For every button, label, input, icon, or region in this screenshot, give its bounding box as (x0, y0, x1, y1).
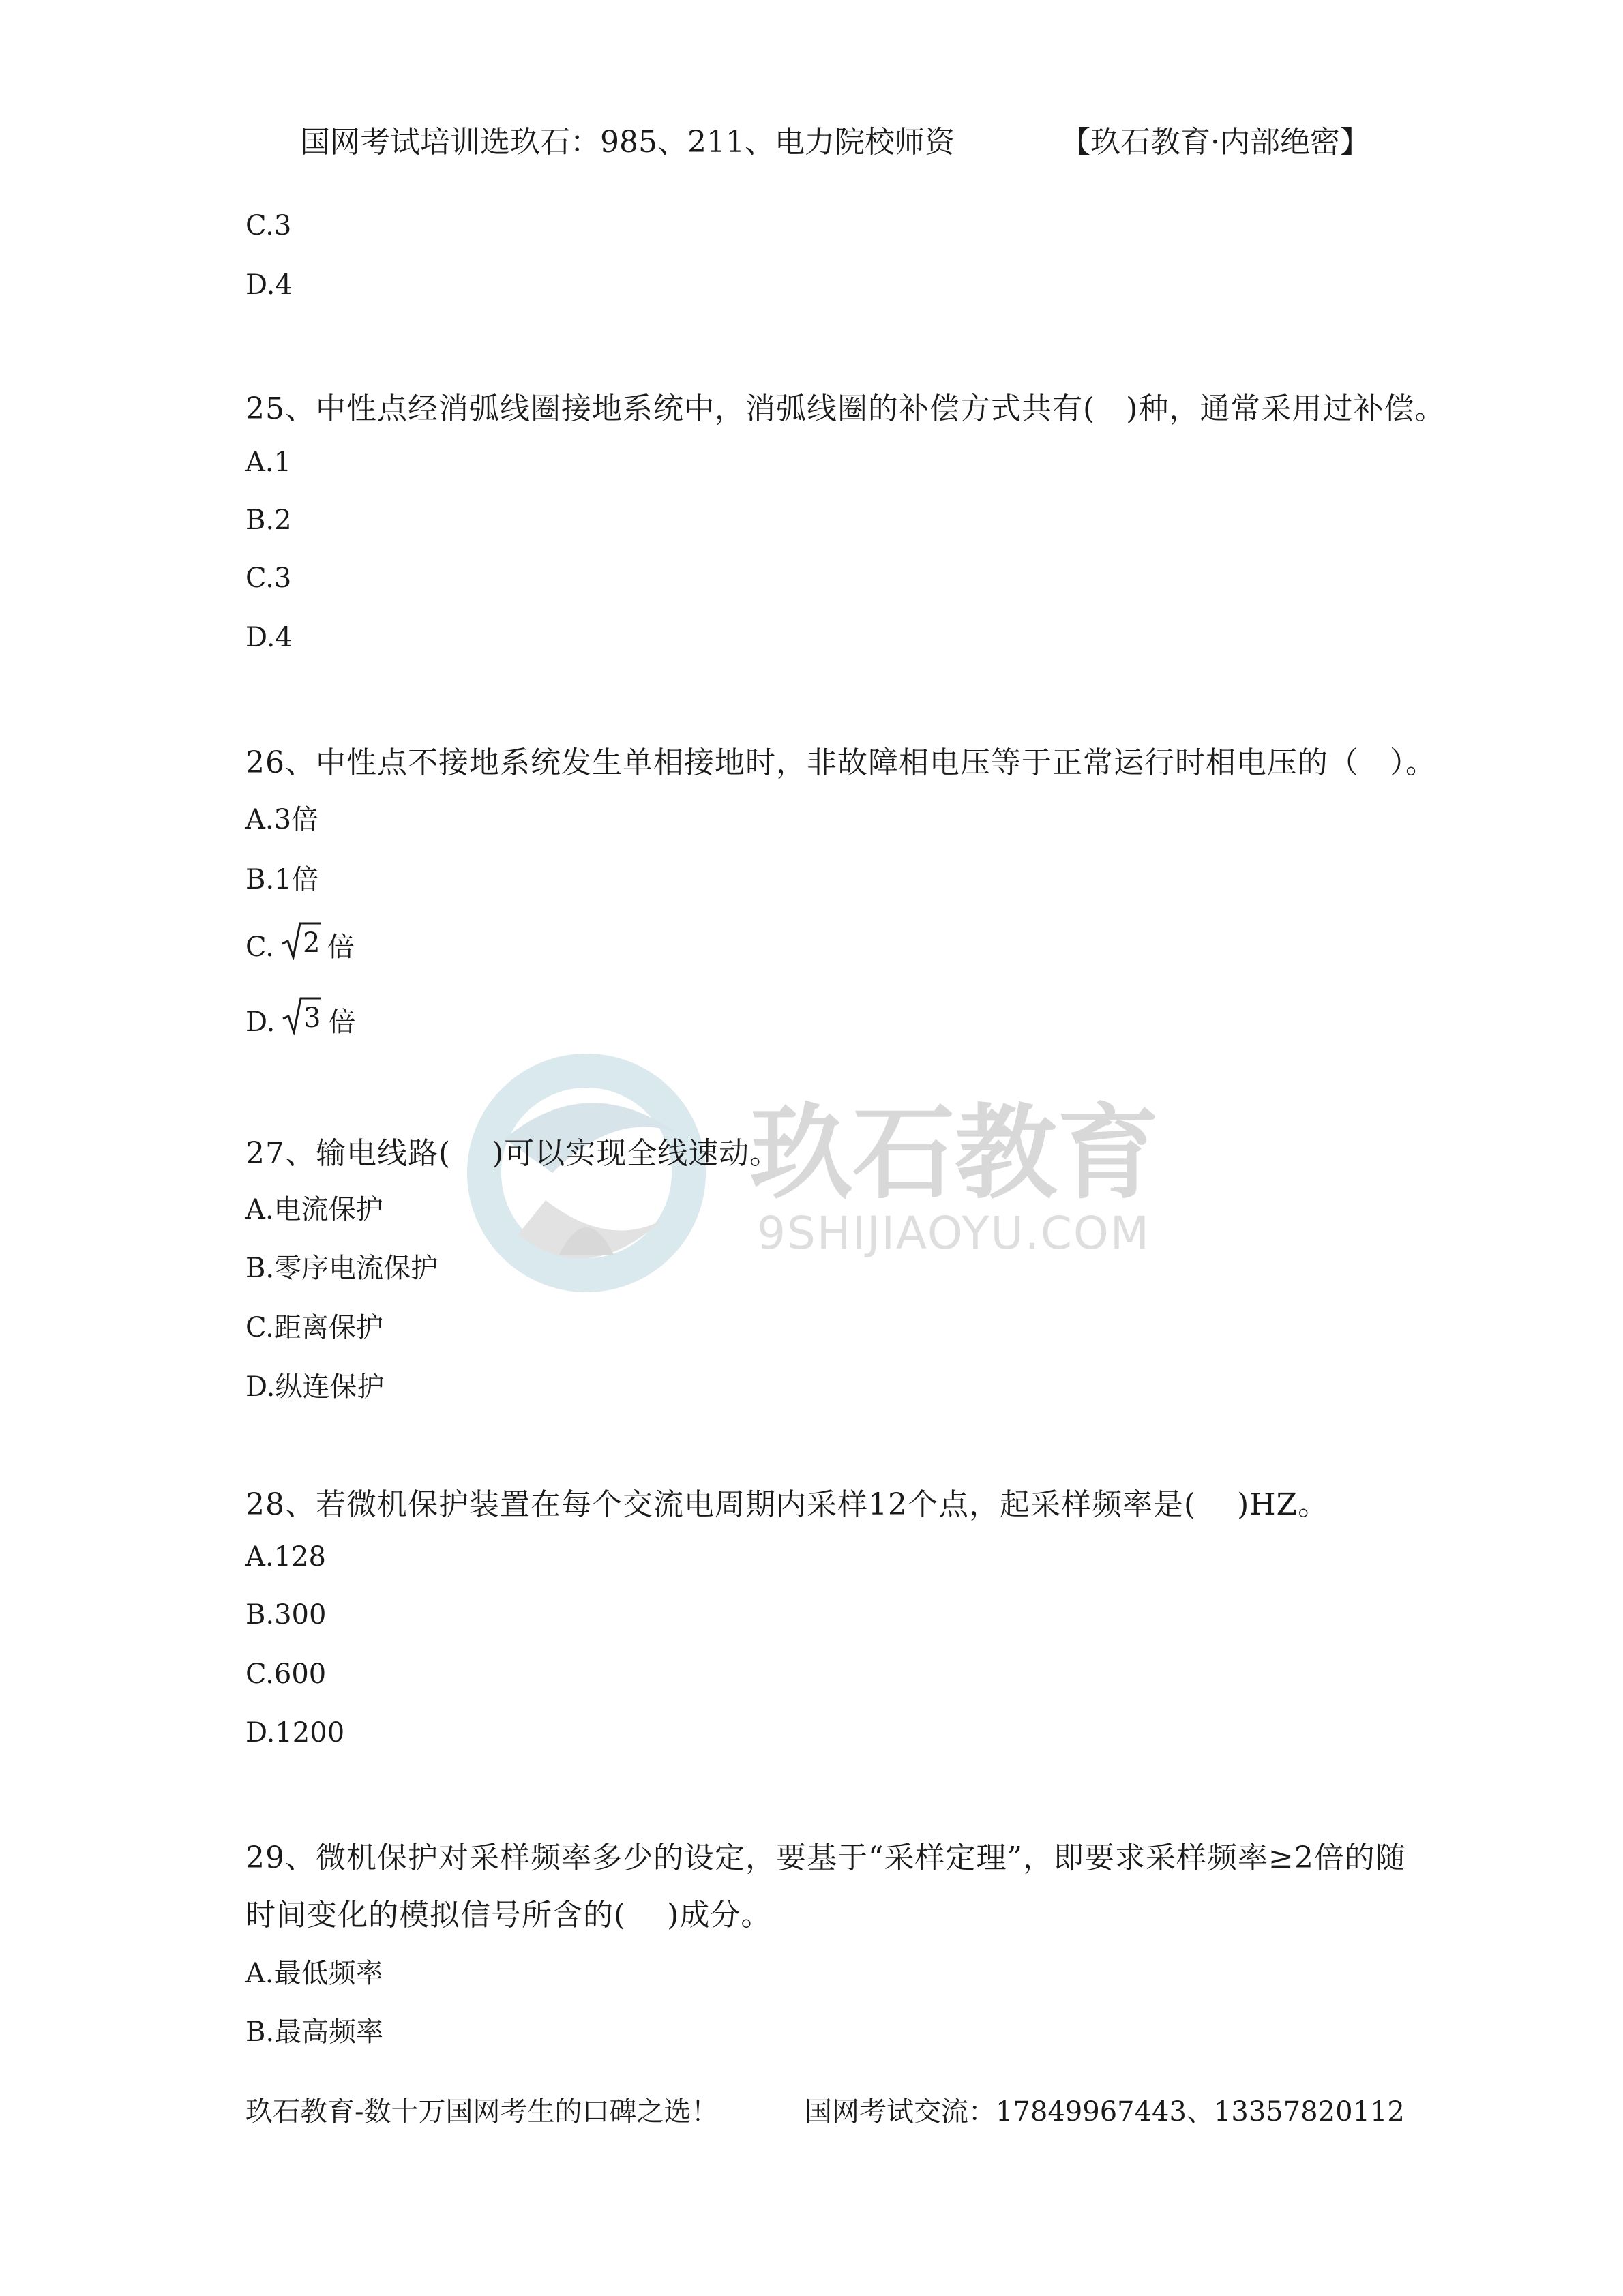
q26-option-d-prefix: D. (245, 1007, 276, 1038)
q27-option-c: C.距离保护 (245, 1312, 383, 1343)
q27-option-b: B.零序电流保护 (245, 1253, 438, 1284)
header-left: 国网考试培训选玖石：985、211、电力院校师资 (300, 125, 955, 160)
header-right: 【玖石教育·内部绝密】 (1060, 125, 1370, 160)
q27-option-a: A.电流保护 (245, 1194, 383, 1225)
q26-option-d-radicand: 3 (303, 1002, 321, 1034)
q29-stem-line1: 29、微机保护对采样频率多少的设定，要基于“采样定理”，即要求采样频率≥2倍的随 (245, 1840, 1406, 1875)
watermark-logo-icon (443, 1030, 730, 1316)
q28-option-a: A.128 (245, 1541, 326, 1572)
q29-option-a: A.最低频率 (245, 1958, 383, 1989)
sqrt-symbol (281, 921, 322, 960)
footer-right: 国网考试交流：17849967443、13357820112 (805, 2096, 1405, 2128)
sqrt-symbol (282, 996, 323, 1035)
watermark-text-cn: 玖石教育 (750, 1094, 1160, 1213)
q29-stem-line2: 时间变化的模拟信号所含的( )成分。 (245, 1898, 772, 1933)
q26-option-c (245, 921, 355, 964)
q25-option-d: D.4 (245, 622, 293, 653)
q26-option-a: A.3倍 (245, 804, 319, 835)
q28-option-b: B.300 (245, 1599, 327, 1630)
q24-option-d: D.4 (245, 269, 293, 301)
q26-option-c-suffix: 倍 (327, 931, 355, 963)
q25-option-c: C.3 (245, 563, 292, 594)
q28-stem: 28、若微机保护装置在每个交流电周期内采样12个点，起采样频率是( )HZ。 (245, 1487, 1329, 1522)
q26-option-d-suffix: 倍 (328, 1007, 356, 1038)
q28-option-c: C.600 (245, 1658, 327, 1690)
q26-option-c-prefix: C. (245, 931, 274, 963)
q25-option-b: B.2 (245, 505, 292, 536)
watermark (443, 1002, 1160, 1384)
footer-left: 玖石教育-数十万国网考生的口碑之选！ (245, 2096, 719, 2128)
q25-option-a: A.1 (245, 447, 292, 478)
watermark-text-en: 9SHIJIAOYU.COM (757, 1207, 1150, 1259)
q26-option-b: B.1倍 (245, 864, 319, 895)
q29-option-b: B.最高频率 (245, 2016, 384, 2048)
q24-option-c: C.3 (245, 210, 292, 241)
q26-stem: 26、中性点不接地系统发生单相接地时，非故障相电压等于正常运行时相电压的（ ）。 (245, 745, 1436, 780)
q28-option-d: D.1200 (245, 1717, 345, 1748)
q26-option-c-radicand: 2 (302, 927, 321, 959)
q27-option-d: D.纵连保护 (245, 1371, 385, 1403)
q25-stem: 25、中性点经消弧线圈接地系统中，消弧线圈的补偿方式共有( )种，通常采用过补偿。 (245, 391, 1446, 426)
q27-stem: 27、输电线路( )可以实现全线速动。 (245, 1136, 781, 1171)
q26-option-d (245, 996, 355, 1039)
